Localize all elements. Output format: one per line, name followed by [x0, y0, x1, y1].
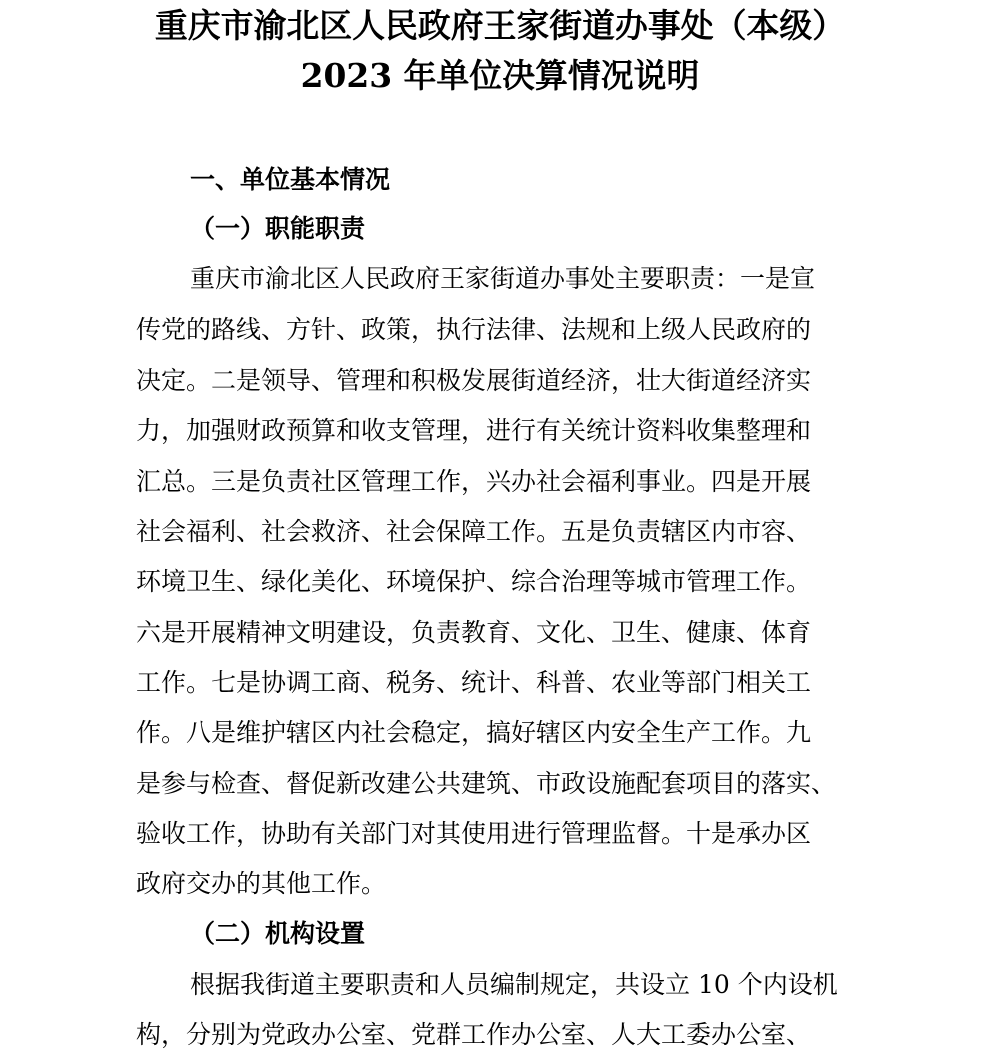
paragraph-line: 环境卫生、绿化美化、环境保护、综合治理等城市管理工作。 — [136, 567, 812, 596]
paragraph-line: 传党的路线、方针、政策，执行法律、法规和上级人民政府的 — [136, 315, 812, 344]
paragraph-line: 是参与检查、督促新改建公共建筑、市政设施配套项目的落实、 — [136, 769, 837, 798]
subsection-heading-functions: （一）职能职责 — [190, 214, 366, 243]
paragraph-line: 社会福利、社会救济、社会保障工作。五是负责辖区内市容、 — [136, 517, 812, 546]
paragraph-line: 汇总。三是负责社区管理工作，兴办社会福利事业。四是开展 — [136, 467, 812, 496]
paragraph-line: 工作。七是协调工商、税务、统计、科普、农业等部门相关工 — [136, 668, 812, 697]
section-heading-basic-info: 一、单位基本情况 — [190, 165, 391, 194]
paragraph-line: 验收工作，协助有关部门对其使用进行管理监督。十是承办区 — [136, 819, 812, 848]
paragraph-line: 构，分别为党政办公室、党群工作办公室、人大工委办公室、 — [136, 1020, 812, 1049]
document-title-line-2: 2023 年单位决算情况说明 — [300, 56, 700, 95]
document-title-line-1: 重庆市渝北区人民政府王家街道办事处（本级） — [154, 6, 846, 45]
paragraph-line: 重庆市渝北区人民政府王家街道办事处主要职责：一是宣 — [190, 264, 816, 293]
paragraph-line: 六是开展精神文明建设，负责教育、文化、卫生、健康、体育 — [136, 618, 812, 647]
paragraph-line: 政府交办的其他工作。 — [136, 869, 387, 898]
paragraph-line: 力，加强财政预算和收支管理，进行有关统计资料收集整理和 — [136, 416, 812, 445]
paragraph-line: 决定。二是领导、管理和积极发展街道经济，壮大街道经济实 — [136, 366, 812, 395]
subsection-heading-organization: （二）机构设置 — [190, 919, 366, 948]
paragraph-line: 根据我街道主要职责和人员编制规定，共设立 10 个内设机 — [190, 970, 838, 999]
paragraph-line: 作。八是维护辖区内社会稳定，搞好辖区内安全生产工作。九 — [136, 718, 812, 747]
